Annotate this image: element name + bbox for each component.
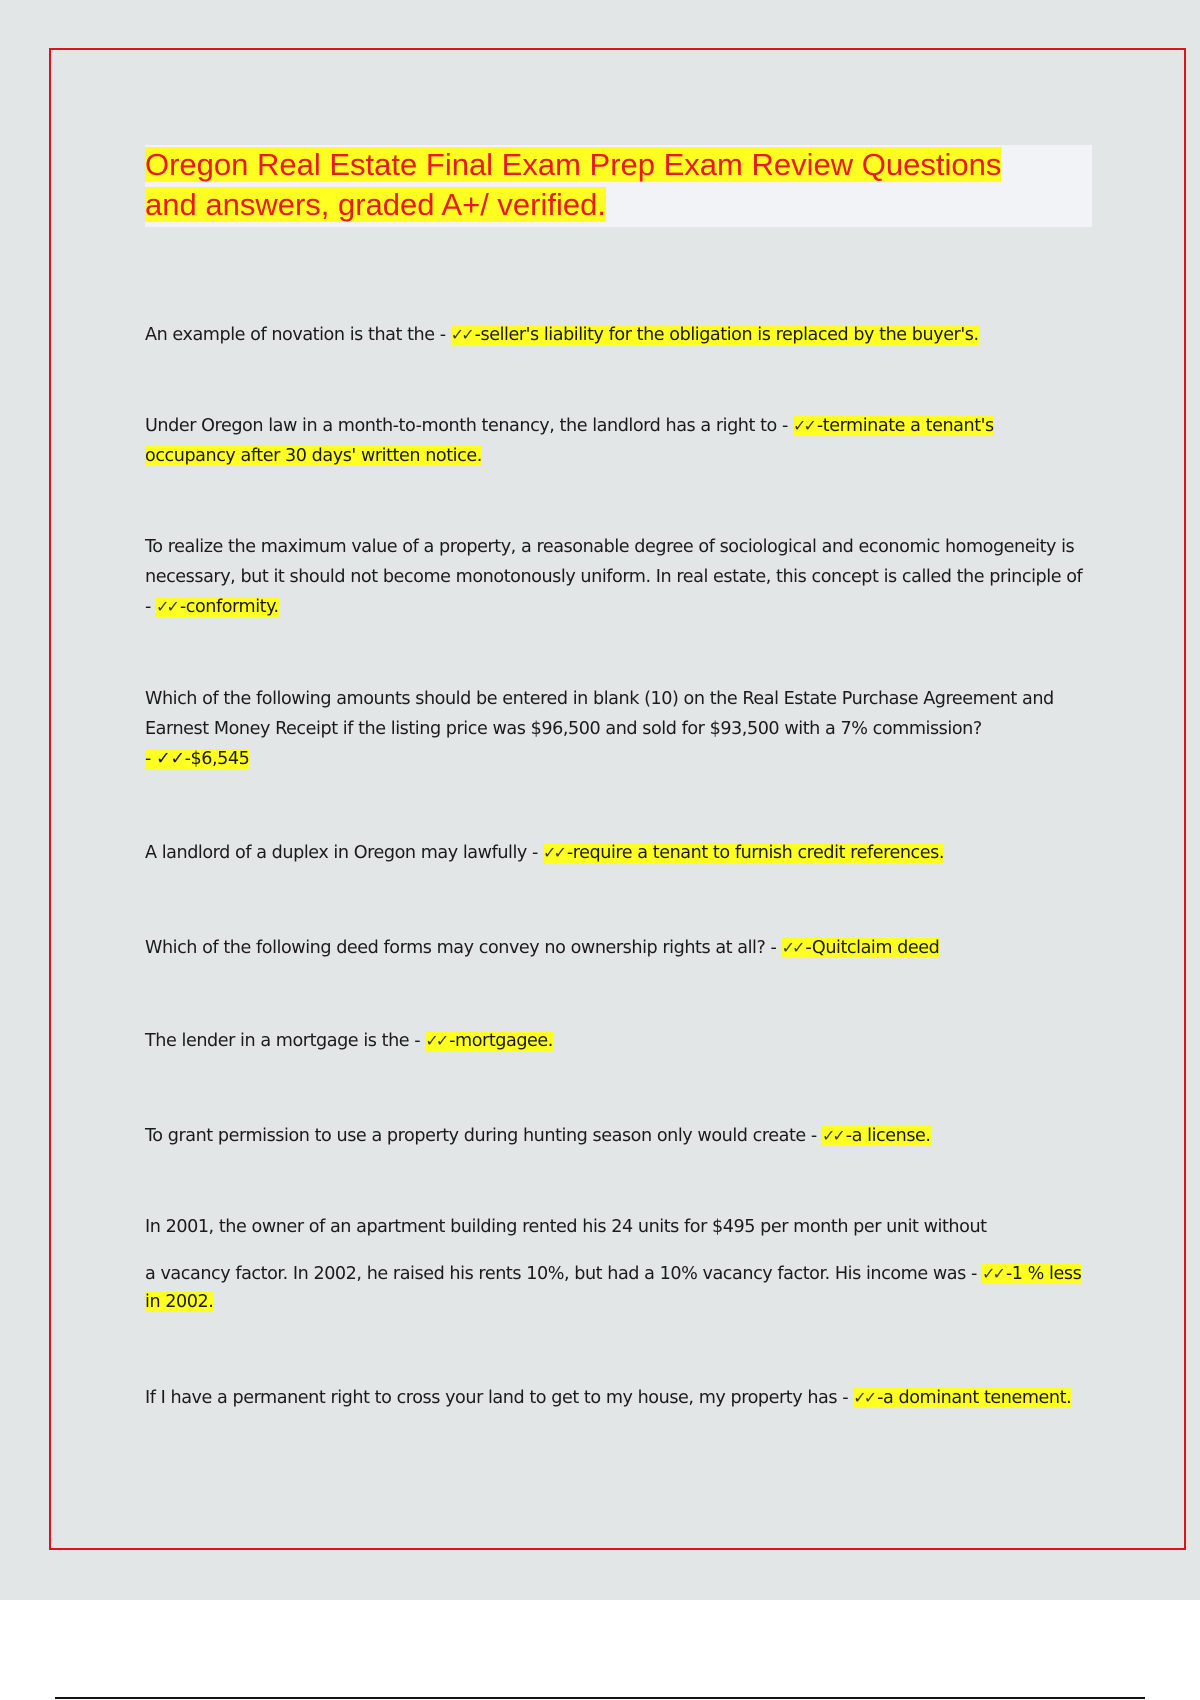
qa-item — [145, 1121, 1085, 1151]
question-text: Which of the following deed forms may convey no ownership rights at all? - — [145, 938, 782, 958]
question-answer-line — [145, 1260, 1085, 1316]
document-border — [49, 48, 1186, 1550]
qa-item — [145, 684, 1085, 774]
qa-item — [145, 320, 1085, 350]
answer-text: ✓✓ -Quitclaim deed — [782, 938, 940, 958]
answer-text: ✓✓ -a license. — [822, 1126, 931, 1146]
question-text: An example of novation is that the - — [145, 325, 451, 345]
answer-text: ✓✓ -require a tenant to furnish credit references. — [543, 843, 944, 863]
answer-text: - ✓✓-$6,545 — [145, 749, 250, 769]
document-title-text: Oregon Real Estate Final Exam Prep Exam Review Questions and answers, graded A+/ verified. — [145, 147, 1002, 222]
answer-text: ✓✓ -terminate a tenant's occupancy after 30 days' written notice. — [145, 416, 994, 466]
question-text: a vacancy factor. In 2002, he raised his rents 10%, but had a 10% vacancy factor. His income was - — [145, 1264, 983, 1284]
question-text: The lender in a mortgage is the - — [145, 1031, 426, 1051]
question-text: To grant permission to use a property during hunting season only would create - — [145, 1126, 822, 1146]
answer-text: ✓✓ -a dominant tenement. — [853, 1388, 1071, 1408]
double-checkmark-icon: ✓✓ — [543, 843, 564, 862]
footer-divider — [55, 1697, 1145, 1699]
double-checkmark-icon: ✓✓ — [156, 597, 177, 616]
qa-item — [145, 1212, 1085, 1316]
title-box — [145, 145, 1092, 227]
answer-text: ✓✓ -1 % less in 2002. — [145, 1264, 1081, 1312]
question-text: In 2001, the owner of an apartment building rented his 24 units for $495 per month per unit without — [145, 1217, 987, 1237]
qa-item — [145, 933, 1085, 963]
document-title — [145, 145, 1050, 225]
answer-text: ✓✓ -conformity. — [156, 597, 279, 617]
double-checkmark-icon: ✓✓ — [425, 1031, 447, 1050]
question-text: Under Oregon law in a month-to-month tenancy, the landlord has a right to - — [145, 416, 794, 436]
question-text: Which of the following amounts should be entered in blank (10) on the Real Estate Purchase Agreement and Earnest Money Receipt if the listing price was $96,500 and sold for $93,500 with a 7% commission? — [145, 689, 1054, 739]
qa-item — [145, 411, 1085, 471]
double-checkmark-icon: ✓✓ — [793, 416, 814, 435]
double-checkmark-icon: ✓✓ — [853, 1388, 875, 1407]
question-text: If I have a permanent right to cross your land to get to my house, my property has - — [145, 1388, 854, 1408]
qa-item — [145, 1026, 1085, 1056]
double-checkmark-icon: ✓✓ — [821, 1126, 843, 1145]
double-checkmark-icon: ✓✓ — [781, 938, 803, 957]
qa-item — [145, 1384, 1085, 1412]
qa-item — [145, 838, 1085, 868]
qa-item — [145, 532, 1085, 622]
question-text: A landlord of a duplex in Oregon may lawfully - — [145, 843, 544, 863]
answer-text: ✓✓ -seller's liability for the obligation is replaced by the buyer's. — [451, 325, 979, 345]
answer-text: ✓✓ -mortgagee. — [425, 1031, 553, 1051]
double-checkmark-icon: ✓✓ — [450, 325, 472, 344]
question-text: To realize the maximum value of a property, a reasonable degree of sociological and economic homogeneity is necessary, but it should not become monotonously uniform. In real estate, this concept is called the principle of - — [145, 537, 1083, 617]
double-checkmark-icon: ✓✓ — [982, 1264, 1003, 1283]
